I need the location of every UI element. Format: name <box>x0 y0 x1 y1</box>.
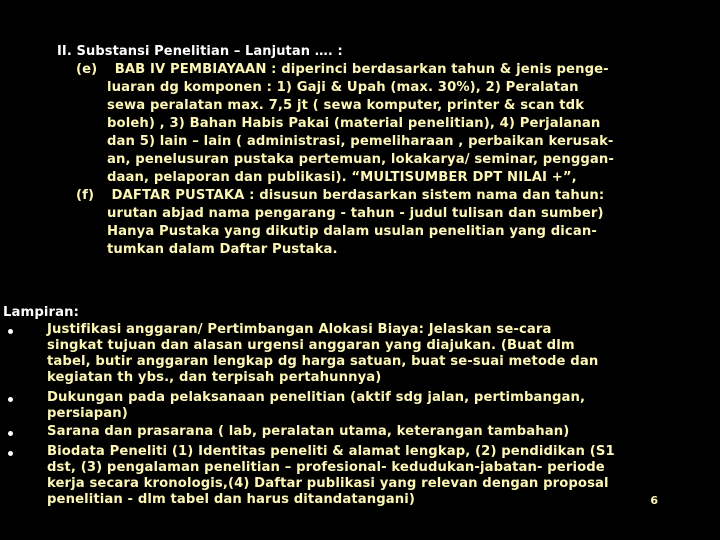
item-e-line-1: : diperinci berdasarkan tahun & jenis penge- <box>271 62 609 77</box>
bullet-2-line-2: persiapan) <box>47 406 128 421</box>
item-f-line-2: urutan abjad nama pengarang - tahun - judul tulisan dan sumber) <box>107 206 604 221</box>
bullet-dot-4 <box>8 451 13 456</box>
bullet-4-line-1: Biodata Peneliti (1) Identitas peneliti & alamat lengkap, (2) pendidikan (S1 <box>47 444 615 459</box>
item-e-line-5: dan 5) lain – lain ( administrasi, pemeliharaan , perbaikan kerusak- <box>107 134 614 149</box>
item-e-line-7: daan, pelaporan dan publikasi). “MULTISUMBER DPT NILAI +”, <box>107 170 577 185</box>
item-f-first-line <box>76 188 604 204</box>
item-e-heading: BAB IV PEMBIAYAAN <box>114 62 267 77</box>
bullet-1-lead: Justifikasi anggaran/ Pertimbangan Alokasi Biaya: <box>47 322 424 337</box>
page-number: 6 <box>650 494 658 507</box>
bullet-dot-3 <box>8 431 13 436</box>
bullet-1-line-4: kegiatan th ybs., dan terpisah pertahunnya) <box>47 370 382 385</box>
bullet-dot-2 <box>8 397 13 402</box>
bullet-4-line-3: kerja secara kronologis,(4) Daftar publikasi yang relevan dengan proposal <box>47 476 609 491</box>
bullet-1-line-1-rest: Jelaskan se-cara <box>428 322 552 337</box>
item-f-heading: DAFTAR PUSTAKA <box>111 188 245 203</box>
slide-title: II. Substansi Penelitian – Lanjutan …. : <box>57 44 343 59</box>
item-e-line-6: an, penelusuran pustaka pertemuan, lokakarya/ seminar, penggan- <box>107 152 614 167</box>
item-e-line-3: sewa peralatan max. 7,5 jt ( sewa komputer, printer & scan tdk <box>107 98 585 113</box>
item-f-line-1: : disusun berdasarkan sistem nama dan tahun: <box>249 188 605 203</box>
item-e-line-2: luaran dg komponen : 1) Gaji & Upah (max. 30%), 2) Peralatan <box>107 80 579 95</box>
item-e-marker: (e) <box>76 62 98 77</box>
bullet-4-line-2: dst, (3) pengalaman penelitian – profesional- kedudukan-jabatan- periode <box>47 460 605 475</box>
bullet-3-line-1: Sarana dan prasarana ( lab, peralatan utama, keterangan tambahan) <box>47 424 570 439</box>
bullet-4-line-4: penelitian - dlm tabel dan harus ditandatangani) <box>47 492 416 507</box>
bullet-1-line-2: singkat tujuan dan alasan urgensi anggaran yang diajukan. (Buat dlm <box>47 338 575 353</box>
bullet-1-first-line <box>47 322 551 338</box>
bullet-2-line-1: Dukungan pada pelaksanaan penelitian (aktif sdg jalan, pertimbangan, <box>47 390 586 405</box>
item-e-first-line <box>76 62 609 78</box>
lampiran-heading: Lampiran: <box>3 305 79 320</box>
item-f-line-3: Hanya Pustaka yang dikutip dalam usulan penelitian yang dican- <box>107 224 597 239</box>
item-f-line-4: tumkan dalam Daftar Pustaka. <box>107 242 338 257</box>
item-f-marker: (f) <box>76 188 95 203</box>
item-e-line-4: boleh) , 3) Bahan Habis Pakai (material penelitian), 4) Perjalanan <box>107 116 601 131</box>
bullet-dot-1 <box>8 329 13 334</box>
bullet-1-line-3: tabel, butir anggaran lengkap dg harga satuan, buat se-suai metode dan <box>47 354 599 369</box>
